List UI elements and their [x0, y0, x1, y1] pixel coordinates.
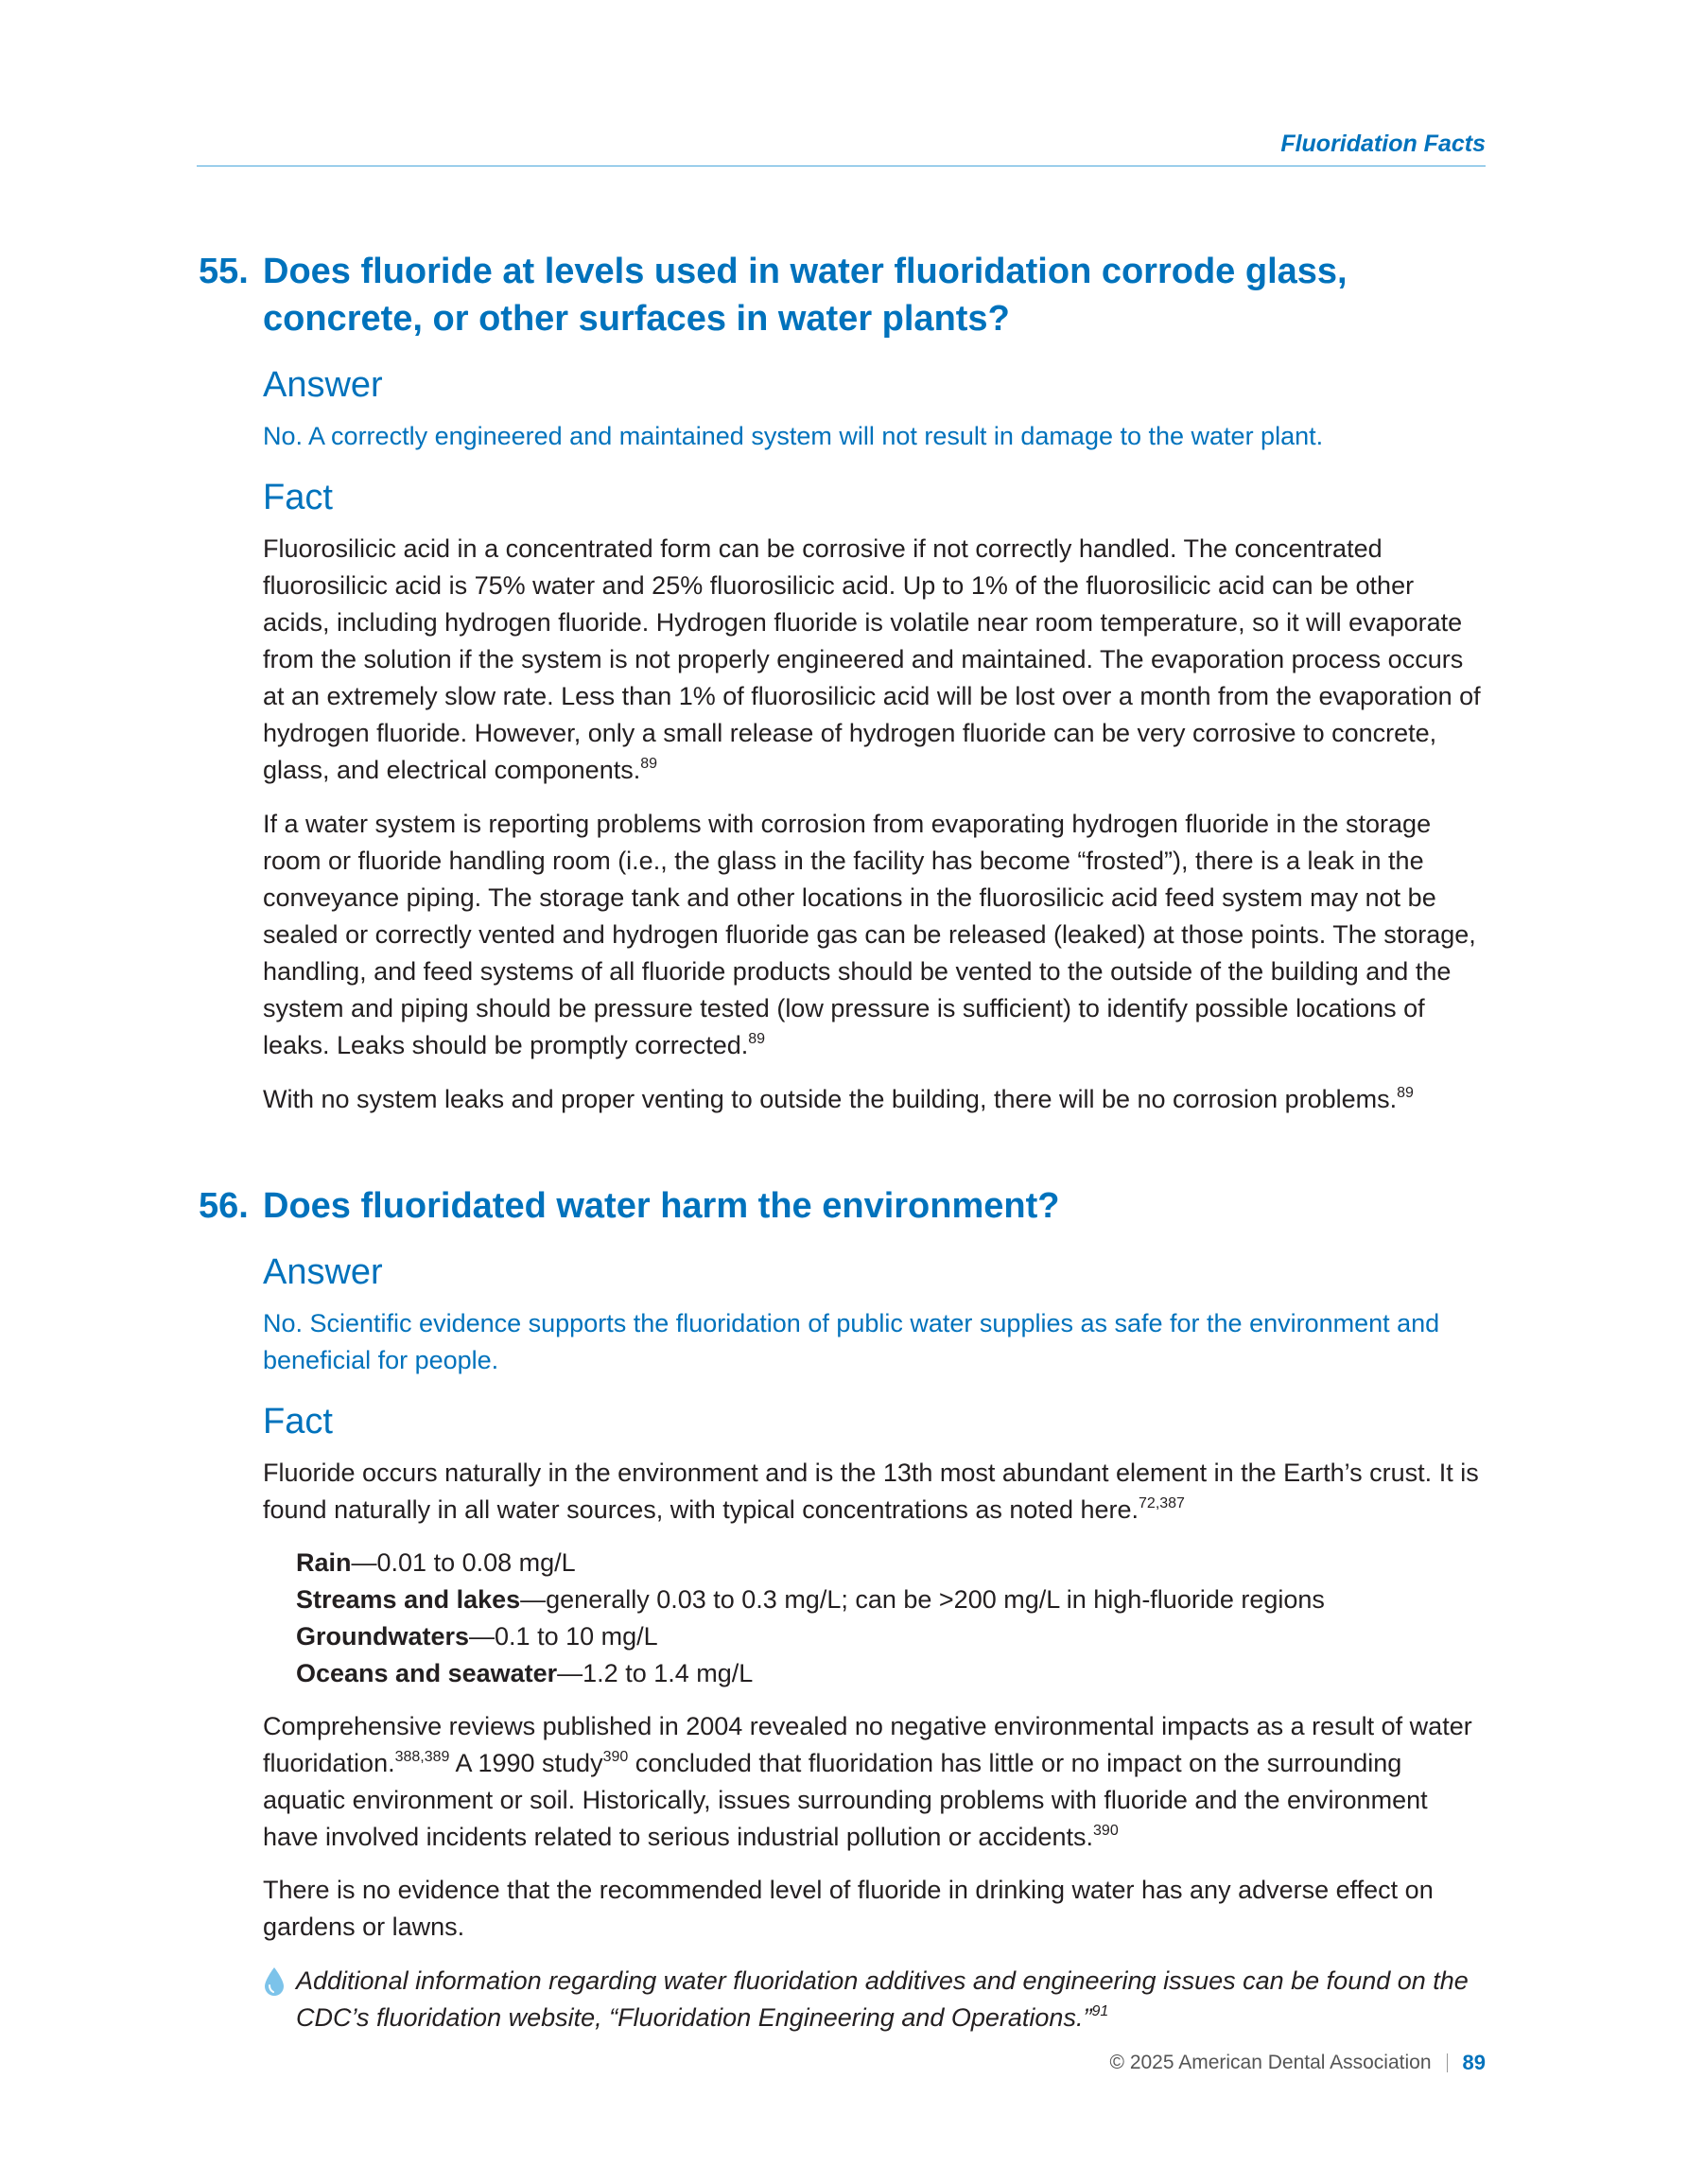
fact-heading: Fact: [263, 478, 333, 517]
answer-text: No. A correctly engineered and maintained system will not result in damage to the water plant.: [263, 422, 1324, 450]
fact-paragraph: Fluorosilicic acid in a concentrated form can be corrosive if not correctly handled. The concentrated fluorosilicic acid is 75% water and 25% fluorosilicic acid. Up to 1% of the fluorosilicic acid can be other acids, including hydrogen fluoride. Hydrogen fluoride is volatile near room temperature, so it will evaporate from the solution if the system is not properly engineered and maintained. The evaporation process occurs at an extremely slow rate. Less than 1% of fluorosilicic acid will be lost over a month from the evaporation of hydrogen fluoride. However, only a small release of hydrogen fluoride can be very corrosive to concrete, glass, and electrical components.$^{89}$: [263, 534, 1481, 784]
answer-heading: Answer: [263, 365, 383, 405]
fact-paragraph: If a water system is reporting problems with corrosion from evaporating hydrogen fluoride in the storage room or fluoride handling room (i.e., the glass in the facility has become “frosted”), there is a leak in the conveyance piping. The storage tank and other locations in the fluorosilicic acid feed system may not be sealed or correctly vented and hydrogen fluoride gas can be released (leaked) at those points. The storage, handling, and feed systems of all fluoride products should be vented to the outside of the building and the system and piping should be pressure tested (low pressure is sufficient) to identify possible locations of leaks. Leaks should be promptly corrected.$^{89}$: [263, 810, 1476, 1059]
question-number: 55.: [199, 252, 249, 291]
list-item: Rain—0.01 to 0.08 mg/L: [296, 1548, 576, 1577]
question-55: [199, 248, 1486, 342]
list-item: Streams and lakes—generally 0.03 to 0.3 mg/L; can be >200 mg/L in high-fluoride regions: [296, 1585, 1325, 1614]
concentration-list: [296, 1545, 1486, 1692]
fact-paragraph: With no system leaks and proper venting to outside the building, there will be no corrosion problems.$^{89}$: [263, 1085, 1414, 1113]
question-number: 56.: [199, 1186, 249, 1226]
reference-marker: 388,389: [394, 1749, 450, 1765]
reference-marker: 89: [640, 756, 658, 772]
additional-info-note: [263, 1963, 1486, 2036]
reference-marker: 91: [1091, 2003, 1109, 2019]
answer-heading: Answer: [263, 1252, 383, 1292]
footer-divider: [1447, 2053, 1448, 2072]
reference-marker: 72,387: [1139, 1495, 1185, 1511]
question-56: [199, 1182, 1486, 1230]
q55-body: [263, 363, 1486, 1118]
note-text: Additional information regarding water fluoridation additives and engineering issues can be found on the CDC’s fluoridation website, “Fluoridation Engineering and Operations.”$^{91}$: [296, 1966, 1469, 2032]
reference-marker: 390: [602, 1749, 629, 1765]
list-item: Groundwaters—0.1 to 10 mg/L: [296, 1622, 658, 1651]
reference-marker: 89: [1397, 1085, 1414, 1101]
answer-text: No. Scientific evidence supports the fluoridation of public water supplies as safe for the environment and beneficial for people.: [263, 1309, 1440, 1374]
water-drop-icon: [263, 1963, 296, 2007]
list-item: Oceans and seawater—1.2 to 1.4 mg/L: [296, 1659, 754, 1687]
page-content: [199, 248, 1486, 2036]
q56-body: [263, 1250, 1486, 2036]
fact-paragraph: Fluoride occurs naturally in the environment and is the 13th most abundant element in the Earth’s crust. It is found naturally in all water sources, with typical concentrations as noted here.$^{72,387}$: [263, 1459, 1479, 1524]
question-text: Does fluoridated water harm the environment?: [263, 1186, 1060, 1226]
fact-paragraph: There is no evidence that the recommended level of fluoride in drinking water has any adverse effect on gardens or lawns.: [263, 1876, 1434, 1941]
fact-paragraph: Comprehensive reviews published in 2004 revealed no negative environmental impacts as a result of water fluoridation.$^{388,389}$ A 1990 study$^{390}$ concluded that fluoridation has little or no impact on the surrounding aquatic environment or soil. Historically, issues surrounding problems with fluoride and the environment have involved incidents related to serious industrial pollution or accidents.$^{390}$: [263, 1712, 1472, 1851]
question-text: Does fluoride at levels used in water fluoridation corrode glass, concrete, or other surfaces in water plants?: [263, 252, 1348, 339]
page-footer: [1110, 2051, 1486, 2075]
page-number: 89: [1462, 2051, 1486, 2074]
fact-heading: Fact: [263, 1402, 333, 1441]
reference-marker: 390: [1093, 1823, 1119, 1839]
reference-marker: 89: [748, 1031, 766, 1047]
running-header: Fluoridation Facts: [1280, 131, 1486, 157]
copyright-text: © 2025 American Dental Association: [1109, 2052, 1432, 2073]
